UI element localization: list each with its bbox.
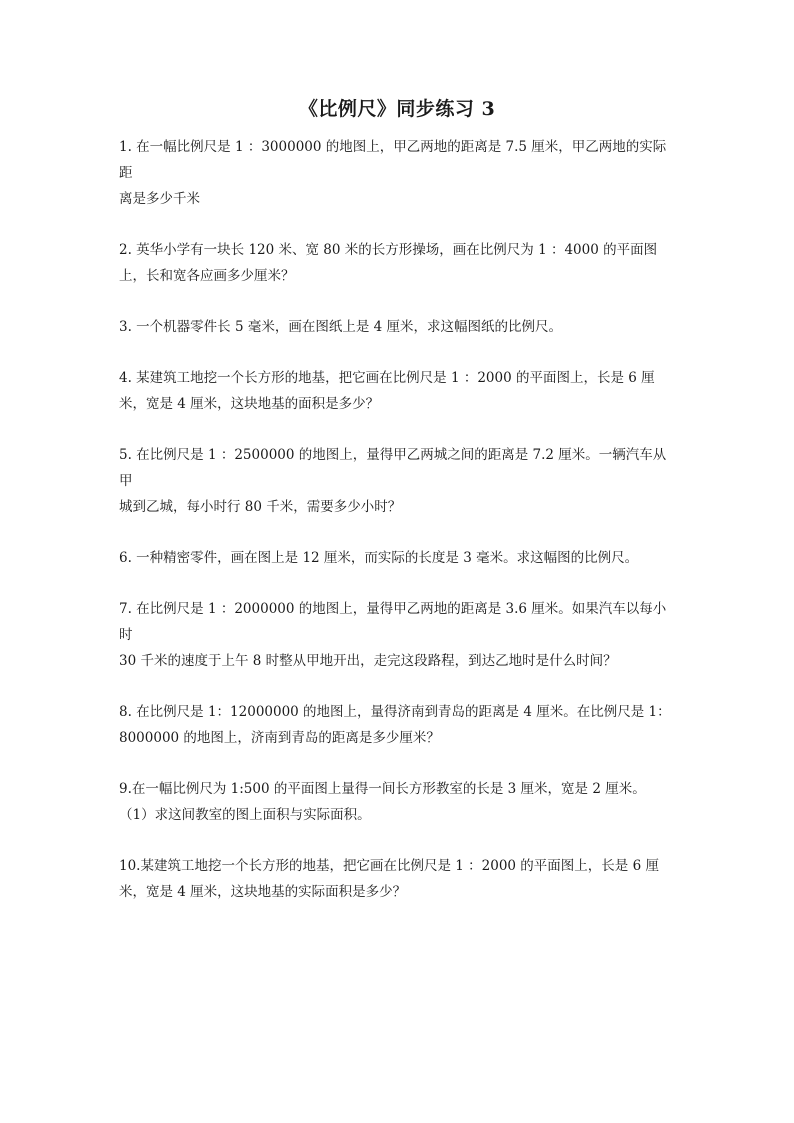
question-7-line-2: 30 千米的速度于上午 8 时整从甲地开出，走完这段路程，到达乙地时是什么时间？ [119, 653, 617, 669]
question-4-line-1: 4. 某建筑工地挖一个长方形的地基，把它画在比例尺是 1 ：2000 的平面图上，长是 6 厘 [119, 370, 655, 386]
question-5-line-1: 5. 在比例尺是 1 ：2500000 的地图上，量得甲乙两城之间的距离是 7.2 厘米。一辆汽车从甲 [119, 447, 667, 489]
question-6 [119, 545, 679, 571]
question-list [119, 134, 679, 930]
question-4 [119, 365, 679, 417]
question-2-line-2: 上，长和宽各应画多少厘米？ [119, 268, 295, 284]
question-8-line-1: 8. 在比例尺是 1：12000000 的地图上，量得济南到青岛的距离是 4 厘米。在比例尺是 1： [119, 704, 671, 720]
question-2 [119, 237, 679, 289]
question-10 [119, 853, 679, 905]
question-9-line-2: （1）求这间教室的图上面积与实际面积。 [119, 807, 371, 823]
question-8-line-2: 8000000 的地图上，济南到青岛的距离是多少厘米？ [119, 730, 440, 746]
question-4-line-2: 米，宽是 4 厘米，这块地基的面积是多少？ [119, 396, 380, 412]
question-1 [119, 134, 679, 212]
question-6-line-1: 6. 一种精密零件，画在图上是 12 厘米，而实际的长度是 3 毫米。求这幅图的比例尺。 [119, 550, 639, 566]
question-3-line-1: 3. 一个机器零件长 5 毫米，画在图纸上是 4 厘米，求这幅图纸的比例尺。 [119, 319, 563, 335]
question-1-line-2: 离是多少千米 [119, 191, 200, 207]
question-8 [119, 699, 679, 751]
question-10-line-1: 10.某建筑工地挖一个长方形的地基，把它画在比例尺是 1 ：2000 的平面图上，长是 6 厘 [119, 858, 659, 874]
question-2-line-1: 2. 英华小学有一块长 120 米、宽 80 米的长方形操场，画在比例尺为 1 ：4000 的平面图 [119, 242, 658, 258]
question-9-line-1: 9.在一幅比例尺为 1:500 的平面图上量得一间长方形教室的长是 3 厘米，宽是 2 厘米。 [119, 781, 646, 797]
question-3 [119, 314, 679, 340]
question-7-line-1: 7. 在比例尺是 1 ：2000000 的地图上，量得甲乙两地的距离是 3.6 厘米。如果汽车以每小时 [119, 601, 667, 643]
question-5 [119, 442, 679, 520]
question-10-line-2: 米，宽是 4 厘米，这块地基的实际面积是多少？ [119, 884, 407, 900]
question-5-line-2: 城到乙城，每小时行 80 千米，需要多少小时？ [119, 499, 402, 515]
question-7 [119, 596, 679, 674]
page-title: 《比例尺》同步练习 3 [298, 98, 496, 120]
question-1-line-1: 1. 在一幅比例尺是 1 ：3000000 的地图上，甲乙两地的距离是 7.5 厘米，甲乙两地的实际距 [119, 139, 667, 181]
question-9 [119, 776, 679, 828]
